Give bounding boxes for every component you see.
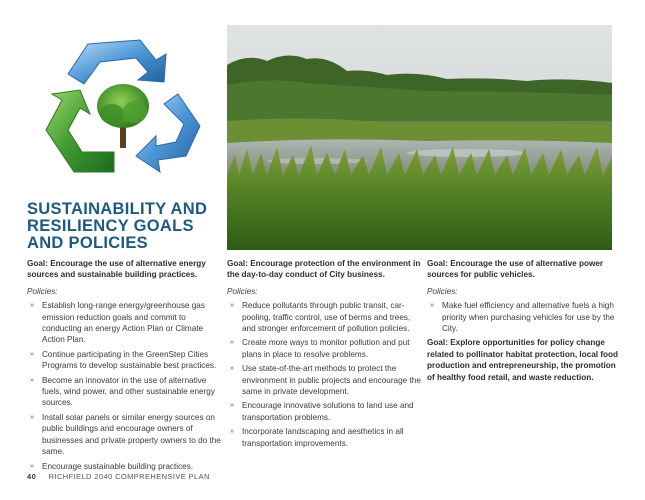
policies-list bbox=[427, 300, 619, 334]
policy-item: » Become an innovator in the use of alternative fuels, wind power, and other sustainable energy sources. bbox=[30, 375, 215, 408]
goal-text: Goal: Encourage the use of alternative power sources for public vehicles. bbox=[427, 259, 604, 280]
policies-label: Policies: bbox=[427, 286, 458, 296]
policy-item: » Create more ways to monitor pollution and put plans in place to resolve problems. bbox=[230, 338, 410, 359]
goals-column-3 bbox=[427, 258, 619, 388]
policy-item: » Encourage innovative solutions to land use and transportation problems. bbox=[230, 401, 414, 422]
bullet-icon: » bbox=[230, 402, 234, 410]
bullet-icon: » bbox=[230, 428, 234, 436]
goal-text-2: Goal: Explore opportunities for policy change related to pollinator habitat protection, local food production and entrepreneurship, the promotion of healthy food retail, and waste reduction. bbox=[427, 338, 619, 382]
recycle-earth-logo bbox=[38, 34, 208, 194]
goals-column-2 bbox=[227, 258, 421, 452]
policies-label: Policies: bbox=[27, 286, 58, 296]
page-number: 40 bbox=[27, 472, 37, 481]
bullet-icon: » bbox=[230, 339, 234, 347]
bullet-icon: » bbox=[30, 302, 34, 310]
policy-item: » Use state-of-the-art methods to protect the environment in public projects and encourage the same in private development. bbox=[230, 364, 421, 397]
bullet-icon: » bbox=[230, 302, 234, 310]
policy-item: » Install solar panels or similar energy sources on public buildings and encourage owners of businesses and private property owners to do the same. bbox=[30, 412, 221, 457]
bullet-icon: » bbox=[30, 376, 34, 384]
policy-item: » Continue participating in the GreenStep Cities Programs to develop sustainable best practices. bbox=[30, 349, 217, 371]
policy-item: » Encourage sustainable building practices. bbox=[30, 461, 194, 471]
policy-item: » Establish long-range energy/greenhouse gas emission reduction goals and commit to conducting an energy Action Plan or Climate Action Plan. bbox=[30, 301, 205, 345]
page-title: SUSTAINABILITY AND RESILIENCY GOALS AND POLICIES bbox=[27, 200, 208, 252]
wetland-photo bbox=[227, 25, 612, 250]
bullet-icon: » bbox=[30, 462, 34, 470]
bullet-icon: » bbox=[30, 413, 34, 421]
policies-list bbox=[227, 300, 421, 449]
goal-text: Goal: Encourage protection of the environment in the day-to-day conduct of City business. bbox=[227, 259, 421, 280]
footer-title: RICHFIELD 2040 COMPREHENSIVE PLAN bbox=[48, 472, 210, 481]
bullet-icon: » bbox=[430, 302, 434, 310]
bullet-icon: » bbox=[230, 365, 234, 373]
policy-item: » Incorporate landscaping and aesthetics in all transportation improvements. bbox=[230, 427, 404, 448]
page-footer bbox=[27, 472, 210, 481]
bullet-icon: » bbox=[30, 350, 34, 358]
goal-text: Goal: Encourage the use of alternative energy sources and sustainable building practices. bbox=[27, 259, 206, 280]
policies-label: Policies: bbox=[227, 286, 258, 296]
goals-column-1 bbox=[27, 258, 223, 475]
policies-list bbox=[27, 300, 223, 472]
policy-item: » Make fuel efficiency and alternative fuels a high priority when purchasing vehicles for use by the City. bbox=[430, 301, 615, 334]
policy-item: » Reduce pollutants through public transit, car-pooling, traffic control, use of berms and trees, and stronger enforcement of pollution policies. bbox=[230, 301, 411, 334]
